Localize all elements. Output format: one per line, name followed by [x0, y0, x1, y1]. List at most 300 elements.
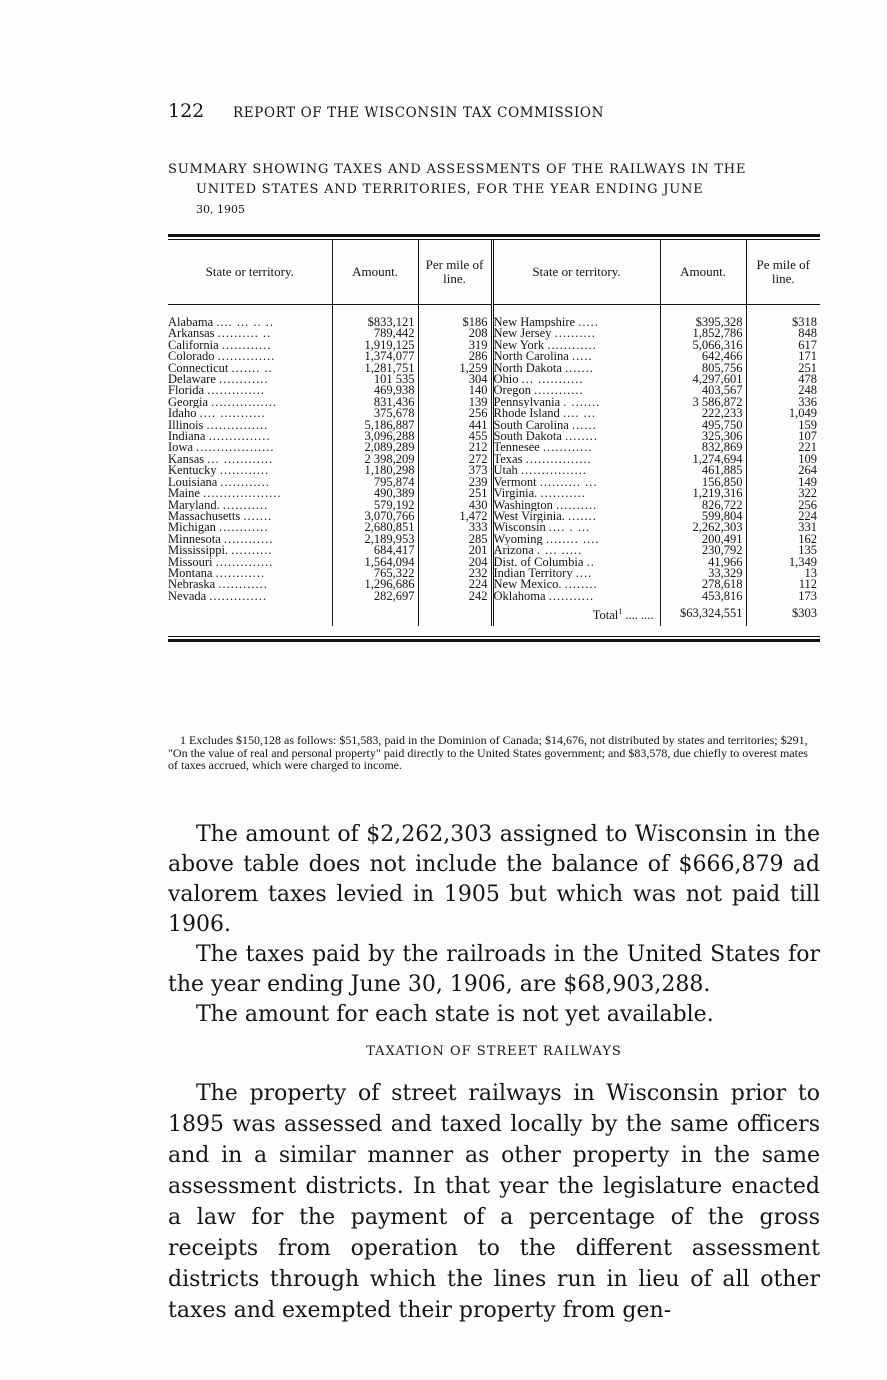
table-cell	[168, 351, 332, 362]
leader-dots: ....... ..	[231, 362, 273, 375]
table-cell	[332, 534, 418, 545]
caption-line-2: UNITED STATES AND TERRITORIES, FOR THE YEAR ENDING JUNE	[196, 182, 704, 197]
state-name: Oregon	[493, 385, 531, 397]
leader-dots: ... ............	[207, 453, 274, 466]
amount-value: 403,567	[701, 385, 743, 397]
per-mile-value: 478	[798, 374, 817, 386]
col-header-state-2: State or territory.	[492, 240, 660, 305]
caption-line-3: 30, 1905	[196, 203, 245, 216]
table-cell	[492, 454, 660, 465]
table-cell	[168, 442, 332, 453]
per-mile-value: 149	[798, 476, 817, 489]
page-header	[168, 100, 818, 122]
state-name: Pennsylvania	[493, 396, 561, 409]
table-cell	[660, 317, 746, 328]
table-cell	[332, 568, 418, 579]
table-cell	[168, 385, 332, 396]
amount-value: 579,192	[373, 499, 415, 511]
amount-value: 599,804	[701, 510, 743, 523]
leader-dots: ...............	[208, 431, 271, 443]
table-cell	[746, 454, 820, 465]
table-cell	[746, 500, 820, 511]
per-mile-value: 239	[468, 476, 488, 489]
table-cell	[168, 545, 332, 556]
table-cell	[418, 374, 492, 385]
table-cell	[418, 545, 492, 556]
table-cell	[332, 500, 418, 511]
table-cell	[332, 340, 418, 351]
table-cell	[332, 374, 418, 385]
table-cell	[332, 465, 418, 476]
amount-value: 33,329	[708, 567, 743, 580]
table-cell	[660, 522, 746, 533]
railway-tax-table	[168, 234, 820, 642]
table-header-row	[168, 240, 820, 305]
table-row	[168, 591, 820, 602]
table-cell	[492, 420, 660, 431]
state-name: California	[168, 339, 219, 352]
table-cell	[660, 545, 746, 556]
table-row	[168, 568, 820, 579]
state-name: Virginia.	[493, 488, 538, 500]
table-row	[168, 442, 820, 453]
state-name: South Carolina	[493, 419, 569, 432]
state-name: Delaware	[168, 374, 216, 386]
per-mile-value: 373	[468, 465, 488, 477]
state-name: Vermont	[493, 476, 537, 489]
state-name: Indian Territory	[493, 567, 573, 580]
total-label-cell	[492, 602, 660, 626]
state-name: New Hampshire	[493, 317, 576, 329]
table-cell	[332, 328, 418, 339]
table-cell	[660, 442, 746, 453]
table-cell	[168, 568, 332, 579]
table-cell	[332, 579, 418, 590]
leader-dots: . .......	[563, 396, 601, 409]
table-cell	[746, 511, 820, 522]
state-name: Connecticut	[168, 362, 229, 375]
amount-value: 3,096,288	[364, 431, 415, 443]
table-cell	[418, 420, 492, 431]
state-name: Indiana	[168, 431, 206, 443]
col-header-amount-1: Amount.	[332, 240, 418, 305]
amount-value: 1,180,298	[364, 465, 415, 477]
col-header-amount-2: Amount.	[660, 240, 746, 305]
state-name: New Mexico.	[493, 579, 562, 591]
table-cell	[418, 488, 492, 499]
amount-value: 1,564,094	[364, 556, 415, 568]
state-name: Maine	[168, 488, 200, 500]
leader-dots: ........	[564, 579, 598, 591]
state-name: Montana	[168, 567, 213, 580]
leader-dots: .... ...	[562, 408, 596, 420]
table-cell	[492, 522, 660, 533]
table-cell	[418, 465, 492, 476]
amount-value: 469,938	[373, 385, 415, 397]
table-cell	[168, 317, 332, 328]
table-cell	[168, 328, 332, 339]
state-name: Kansas	[168, 453, 205, 466]
table-cell	[492, 351, 660, 362]
table-cell	[168, 408, 332, 419]
amount-value: 1,919,125	[364, 339, 415, 352]
table-cell	[746, 374, 820, 385]
leader-dots: . ... .....	[536, 545, 583, 557]
state-name: Louisiana	[168, 476, 218, 489]
per-mile-value: 322	[798, 488, 817, 500]
table-cell	[660, 328, 746, 339]
total-label: Total	[592, 608, 619, 623]
per-mile-value: 319	[468, 339, 488, 352]
state-name: Rhode Island	[493, 408, 560, 420]
amount-value: 2,189,953	[364, 533, 415, 546]
state-name: Nebraska	[168, 579, 216, 591]
amount-value: 156,850	[701, 476, 743, 489]
total-footnote-marker: 1	[618, 607, 623, 617]
table-cell	[746, 522, 820, 533]
per-mile-value: 285	[468, 533, 488, 546]
table-cell	[168, 477, 332, 488]
table-cell	[746, 442, 820, 453]
leader-dots: ..............	[217, 351, 276, 363]
table-cell	[660, 374, 746, 385]
total-dots: .... ....	[625, 608, 654, 623]
amount-value: 4,297,601	[692, 374, 743, 386]
state-name: Washington	[493, 499, 553, 511]
leader-dots: ... ...........	[521, 374, 584, 386]
table-cell	[418, 500, 492, 511]
table-cell	[168, 397, 332, 408]
table-cell	[746, 351, 820, 362]
table-cell	[168, 500, 332, 511]
leader-dots: ............	[542, 442, 593, 454]
leader-dots: ............	[219, 465, 270, 477]
col-header-state-1: State or territory.	[168, 240, 332, 305]
per-mile-value: 232	[468, 567, 488, 580]
table-row	[168, 420, 820, 431]
table-cell	[332, 442, 418, 453]
col-header-per-mile-2: Pe mile of line.	[746, 240, 820, 305]
amount-value: 375,678	[373, 408, 415, 420]
paragraph-taxes-1906: The taxes paid by the railroads in the United States for the year ending June 30, 1906, are $68,903,288.	[168, 942, 820, 997]
per-mile-value: 162	[798, 533, 817, 546]
per-mile-value: 248	[798, 385, 817, 397]
amount-value: 826,722	[701, 499, 743, 511]
amount-value: 642,466	[701, 351, 743, 363]
state-name: South Dakota	[493, 431, 562, 443]
table-cell	[660, 500, 746, 511]
table-cell	[418, 557, 492, 568]
per-mile-value: 1,349	[788, 556, 817, 568]
table-bottom-rule-thin	[168, 636, 820, 637]
amount-value: 1,274,694	[692, 453, 743, 466]
per-mile-value: 441	[468, 419, 488, 432]
footnote-text: 1 Excludes $150,128 as follows: $51,583, paid in the Dominion of Canada; $14,676, not distributed by states and territories; $291, "On the value of real and personal property" paid directly to the United States government; and $83,578, due chiefly to overest mates of taxes accrued, which were charged to income.	[168, 733, 808, 773]
table-cell	[418, 591, 492, 602]
leader-dots: ............	[223, 533, 274, 546]
amount-value: 222,233	[701, 408, 743, 420]
table-cell	[660, 340, 746, 351]
state-name: Georgia	[168, 396, 209, 409]
table-cell	[660, 477, 746, 488]
leader-dots: ............	[221, 339, 272, 352]
leader-dots: .... . ...	[548, 522, 591, 534]
table-row	[168, 465, 820, 476]
table-cell	[168, 465, 332, 476]
state-name: Nevada	[168, 590, 207, 603]
state-name: New York	[493, 339, 545, 352]
amount-value: 41,966	[708, 556, 743, 568]
paragraph-wisconsin-amount: The amount of $2,262,303 assigned to Wisconsin in the above table does not include the balance of $666,879 ad valorem taxes levied in 1905 but which was not paid till 1906.	[168, 822, 820, 937]
leader-dots: ................	[211, 396, 278, 409]
table-row	[168, 397, 820, 408]
table-cell	[168, 363, 332, 374]
table-cell	[418, 568, 492, 579]
table-cell	[332, 545, 418, 556]
state-name: Tennesee	[493, 442, 540, 454]
leader-dots: ..........	[231, 545, 273, 557]
table-row	[168, 477, 820, 488]
leader-dots: ..........	[554, 328, 596, 340]
table-cell	[746, 397, 820, 408]
table-cell	[746, 591, 820, 602]
per-mile-value: 1,259	[459, 362, 488, 375]
paragraph-street-railways: The property of street railways in Wisconsin prior to 1895 was assessed and taxed locally by the same officers and in a similar manner as other property in the same assessment districts. In that year the legislature enacted a law for the payment of a percentage of the gross receipts from operation to the different assessment districts through which the lines run in lieu of all other taxes and exempted their property from gen-	[168, 1081, 820, 1323]
table-row	[168, 511, 820, 522]
table-cell	[332, 317, 418, 328]
table-cell	[492, 408, 660, 419]
per-mile-value: 272	[468, 453, 488, 466]
table-cell	[492, 500, 660, 511]
state-name: West Virginia.	[493, 510, 565, 523]
table-cell	[660, 511, 746, 522]
state-name: Minnesota	[168, 533, 221, 546]
per-mile-value: 112	[798, 579, 817, 591]
leader-dots: ...................	[203, 488, 282, 500]
table-cell	[746, 477, 820, 488]
amount-value: 278,618	[701, 579, 743, 591]
leader-dots: ............	[219, 374, 269, 386]
table-cell	[332, 408, 418, 419]
leader-dots: ...........	[540, 488, 586, 500]
per-mile-value: $318	[792, 317, 817, 329]
amount-value: 2,089,289	[364, 442, 415, 454]
page-number: 122	[168, 100, 205, 122]
table-cell	[746, 385, 820, 396]
table-cell	[418, 340, 492, 351]
table-cell	[746, 328, 820, 339]
table-cell	[746, 408, 820, 419]
table-cell	[168, 374, 332, 385]
table-cell	[332, 488, 418, 499]
table-row	[168, 579, 820, 590]
leader-dots: .......	[568, 510, 597, 523]
amount-value: 1,852,786	[692, 328, 743, 340]
per-mile-value: 286	[468, 351, 488, 363]
leader-dots: ............	[534, 385, 584, 397]
table-cell	[492, 340, 660, 351]
table-cell	[418, 442, 492, 453]
leader-dots: ..............	[207, 385, 265, 397]
table-cell	[418, 511, 492, 522]
table-cell	[492, 328, 660, 339]
table-cell	[660, 488, 746, 499]
leader-dots: ............	[219, 522, 269, 534]
leader-dots: ..............	[209, 590, 268, 603]
table-cell	[660, 431, 746, 442]
table-cell	[492, 591, 660, 602]
table-cell	[418, 317, 492, 328]
leader-dots: ...............	[206, 419, 269, 432]
per-mile-value: 256	[798, 499, 817, 511]
table-cell	[168, 340, 332, 351]
table-cell	[418, 328, 492, 339]
state-name: Florida	[168, 385, 205, 397]
table-caption	[168, 160, 820, 220]
table-cell	[660, 591, 746, 602]
table-cell	[332, 511, 418, 522]
leader-dots: ............	[220, 476, 270, 489]
amount-value: 3,070,766	[364, 510, 415, 523]
table-row	[168, 340, 820, 351]
per-mile-value: 135	[798, 545, 817, 557]
section-heading: TAXATION OF STREET RAILWAYS	[366, 1044, 622, 1059]
state-name: North Dakota	[493, 362, 562, 375]
table-row	[168, 351, 820, 362]
amount-value: 1,374,077	[364, 351, 415, 363]
table-cell	[660, 408, 746, 419]
per-mile-value: 242	[468, 590, 488, 603]
table-cell	[332, 477, 418, 488]
table-cell	[492, 431, 660, 442]
amount-value: 495,750	[701, 419, 743, 432]
table-row	[168, 363, 820, 374]
leader-dots: ...................	[196, 442, 275, 454]
per-mile-value: 251	[468, 488, 488, 500]
leader-dots: ..............	[215, 556, 274, 568]
per-mile-value: 264	[798, 465, 817, 477]
table-cell	[492, 477, 660, 488]
table-row	[168, 557, 820, 568]
paragraph-not-available: The amount for each state is not yet available.	[196, 1002, 714, 1027]
table-row	[168, 454, 820, 465]
table-cell	[332, 351, 418, 362]
per-mile-value: 221	[798, 442, 817, 454]
table-cell	[746, 317, 820, 328]
table-cell	[492, 465, 660, 476]
body-text-top	[168, 820, 820, 1030]
table-cell	[418, 454, 492, 465]
state-name: Massachusetts	[168, 510, 241, 523]
amount-value: 2,262,303	[692, 522, 743, 534]
state-name: Maryland.	[168, 499, 220, 511]
state-name: Wisconsin	[493, 522, 546, 534]
table-cell	[660, 579, 746, 590]
leader-dots: .....	[578, 317, 599, 329]
table-cell	[492, 442, 660, 453]
leader-dots: ..	[586, 556, 595, 568]
leader-dots: .......	[565, 362, 594, 375]
amount-value: 832,869	[701, 442, 743, 454]
table-cell	[492, 568, 660, 579]
state-name: Alabama	[168, 317, 214, 329]
table-cell	[418, 397, 492, 408]
table-cell	[332, 363, 418, 374]
amount-value: 2,680,851	[364, 522, 415, 534]
table-cell	[492, 511, 660, 522]
amount-value: 3 586,872	[692, 396, 743, 409]
per-mile-value: 171	[798, 351, 817, 363]
table-cell	[746, 465, 820, 476]
per-mile-value: 13	[804, 567, 817, 580]
table-cell	[746, 545, 820, 556]
amount-value: 490,389	[373, 488, 415, 500]
per-mile-value: $186	[462, 317, 488, 329]
table-cell	[168, 420, 332, 431]
state-name: Arizona	[493, 545, 534, 557]
table-spacer-row	[168, 305, 820, 318]
table-cell	[660, 385, 746, 396]
amount-value: 200,491	[701, 533, 743, 546]
per-mile-value: 140	[468, 385, 488, 397]
table-cell	[746, 363, 820, 374]
leader-dots: ............	[215, 567, 266, 580]
leader-dots: ................	[525, 453, 592, 466]
per-mile-value: 617	[798, 339, 817, 352]
leader-dots: ........ ....	[545, 533, 600, 546]
leader-dots: ............	[547, 339, 597, 352]
table-cell	[746, 431, 820, 442]
table-cell	[168, 579, 332, 590]
per-mile-value: 109	[798, 453, 817, 466]
table-bottom-rule	[168, 639, 820, 642]
table-cell	[332, 454, 418, 465]
table-cell	[332, 591, 418, 602]
table-cell	[746, 488, 820, 499]
state-name: Arkansas	[168, 328, 215, 340]
table-row	[168, 317, 820, 328]
summary-table	[168, 240, 820, 626]
body-text-bottom	[168, 1078, 820, 1326]
state-name: Mississippi.	[168, 545, 229, 557]
table-cell	[660, 534, 746, 545]
table-cell	[492, 579, 660, 590]
table-cell	[168, 534, 332, 545]
state-name: Iowa	[168, 442, 193, 454]
table-cell	[332, 397, 418, 408]
table-cell	[418, 477, 492, 488]
leader-dots: .... ...........	[199, 408, 266, 420]
table-row	[168, 431, 820, 442]
table-cell	[418, 351, 492, 362]
table-cell	[660, 351, 746, 362]
per-mile-value: 204	[468, 556, 488, 568]
table-row	[168, 385, 820, 396]
table-cell	[492, 488, 660, 499]
amount-value: $833,121	[367, 317, 415, 329]
table-cell	[418, 522, 492, 533]
table-cell	[660, 568, 746, 579]
table-cell	[660, 397, 746, 408]
state-name: Ohio	[493, 374, 519, 386]
table-cell	[332, 385, 418, 396]
leader-dots: .....	[571, 351, 593, 363]
amount-value: 5,186,887	[364, 419, 415, 432]
table-cell	[418, 408, 492, 419]
table-cell	[492, 397, 660, 408]
table-row	[168, 408, 820, 419]
table-cell	[492, 534, 660, 545]
